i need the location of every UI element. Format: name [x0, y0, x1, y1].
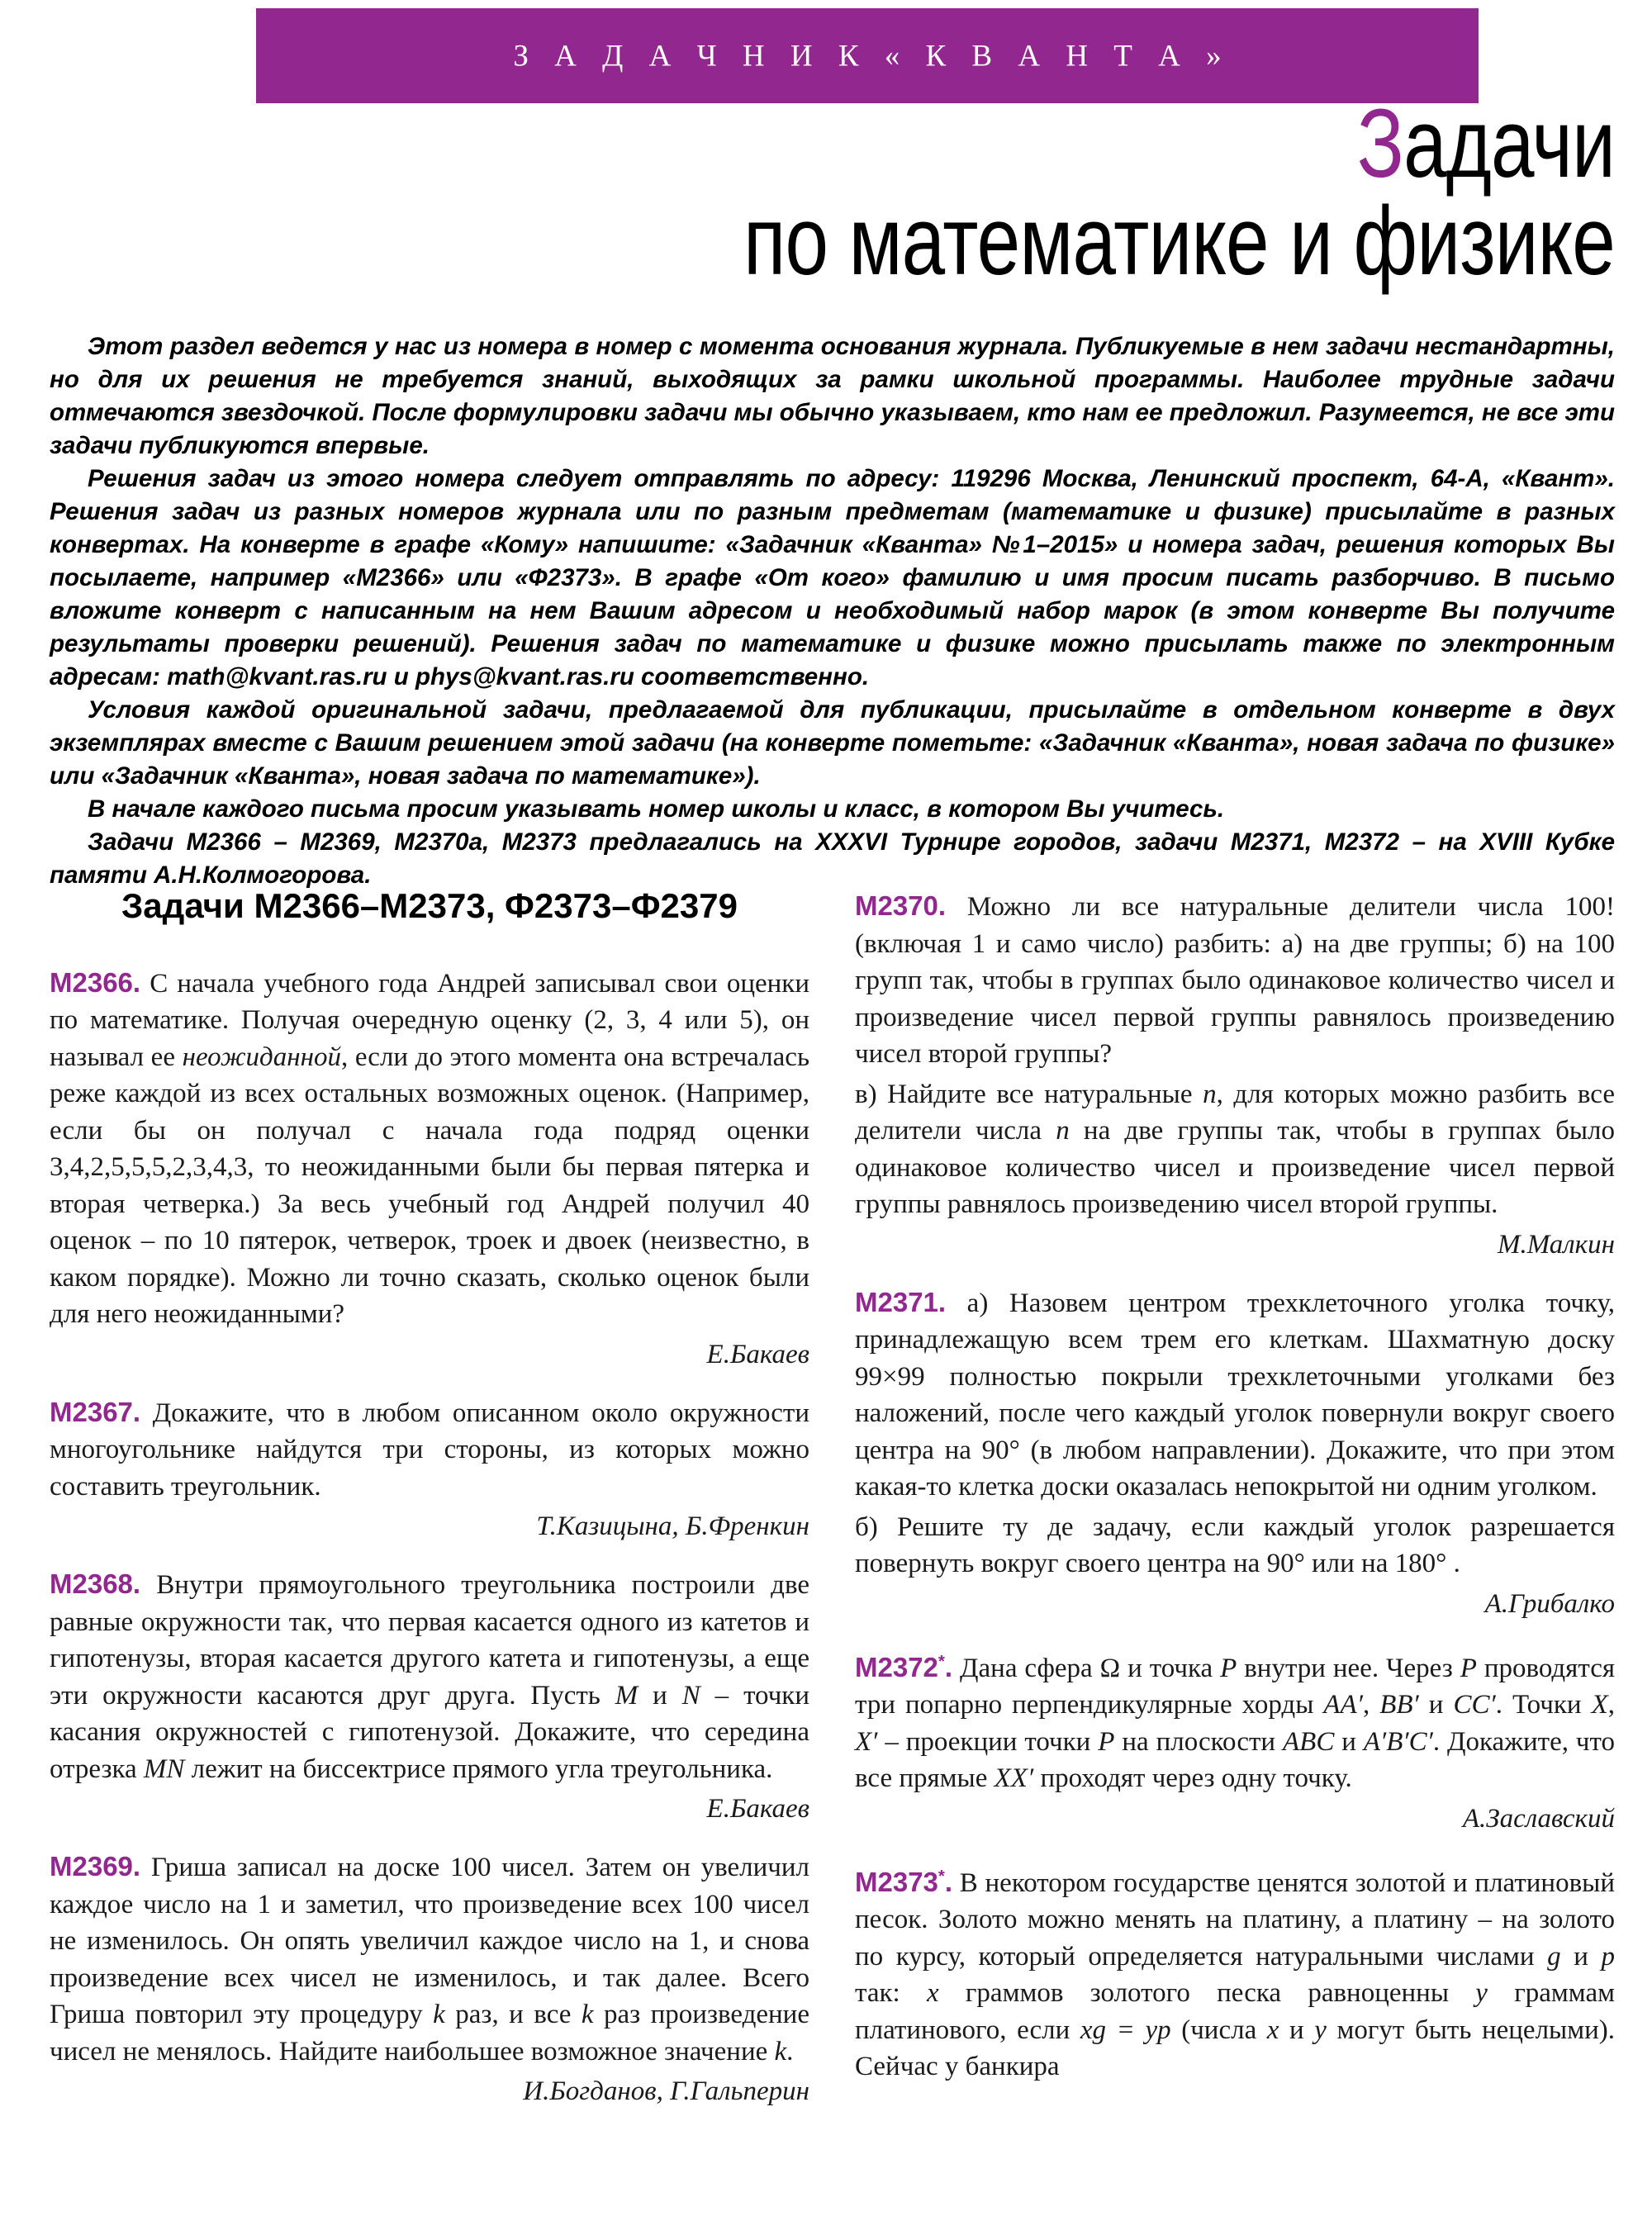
problem-m2368 [50, 1566, 809, 1787]
problem-text: на плоскости [1114, 1726, 1284, 1757]
problem-text: Докажите, что в любом описанном около окружности многоугольнике найдутся три стороны, из которых можно составить треугольник. [50, 1397, 809, 1502]
problem-text: а) Назовем центром трехклеточного уголка точку, принадлежащую всем трем его клеткам. Шахматную доску [855, 1288, 1616, 1355]
problem-text: полностью покрыли трехклеточными уголками без наложений, после чего каждый уголок повернули вокруг своего центра на 90° (в любом направлении). Докажите, что при этом какая-то клетка доски оказалась непокрытой ни одним уголком. [855, 1361, 1615, 1502]
math-var: p [1601, 1941, 1615, 1972]
math-var: k [774, 2036, 787, 2067]
problem-text: . Точки [1495, 1690, 1592, 1720]
problem-text: – проекции точки [877, 1726, 1099, 1757]
problem-author-m2371: А.Грибалко [1484, 1588, 1615, 1619]
problem-m2370 [855, 888, 1615, 1073]
title-line-2: по математике и физике [743, 187, 1615, 297]
math-var: x [926, 1978, 939, 2008]
problem-m2366 [50, 965, 809, 1333]
problem-author-m2370: М.Малкин [1498, 1229, 1615, 1260]
problem-text: и точка [1120, 1653, 1221, 1683]
problem-text: б) Решите ту де задачу, если каждый уголок разрешается повернуть вокруг своего центра на 90° или на 180° . [855, 1511, 1615, 1578]
problem-text: могут быть нецелыми). Сейчас у банкира [855, 2014, 1615, 2081]
problem-m2369 [50, 1848, 809, 2070]
problem-author-m2368: Е.Бакаев [706, 1794, 809, 1824]
problem-m2373 [855, 1858, 1615, 2086]
math-var: x [1266, 2014, 1279, 2045]
problem-m2372 [855, 1644, 1615, 1797]
problem-author-m2366: Е.Бакаев [706, 1339, 809, 1369]
problem-text: и [1418, 1690, 1454, 1720]
problem-text: , если до этого момента она встречалась реже каждой из всех остальных возможных оценок. (Например, если бы он получал с начала года подряд оценки 3,4,2,5,5,5,2,3,4,3, то неожиданными были бы первая пятерка и вторая четверка.) За весь учебный год Андрей получил 40 оценок – по 10 пятерок, четверок, троек и двоек (неизвестно, в каком порядке). Можно ли точно сказать, сколько оценок были для него неожиданными? [50, 1042, 809, 1329]
math-var: BB′ [1379, 1690, 1419, 1720]
intro-paragraph-5: Задачи М2366 – М2369, М2370а, М2373 предлагались на XXXVI Турнире городов, задачи М2371, М2372 – на XVIII Кубке памяти А.Н.Колмогорова. [50, 828, 1615, 889]
math-var: XX′ [994, 1763, 1034, 1793]
math-var: P [1098, 1726, 1115, 1757]
problem-text: Внутри прямоугольного треугольника построили две равные окружности так, что первая касается одного из катетов и гипотенузы, вторая касается другого катета и гипотенузы, а еще эти окружности касаются друг друга. Пусть [50, 1570, 809, 1711]
problem-number-text: M2372 [855, 1651, 938, 1682]
math-var: A′B′C′ [1363, 1726, 1433, 1757]
math-var: ABC [1283, 1726, 1335, 1757]
problem-number-dot: . [944, 1651, 953, 1682]
problem-text: . Докажите, что все прямые [855, 1726, 1615, 1793]
problem-number-m2372 [855, 1652, 952, 1682]
problem-text: проходят через одну точку. [1033, 1763, 1352, 1793]
math-var: k [581, 2000, 594, 2029]
math-var: P [1460, 1653, 1477, 1683]
problem-text: внутри нее. Через [1237, 1653, 1460, 1683]
math-var: P [1220, 1653, 1237, 1683]
section-banner [256, 8, 1479, 103]
problem-number-m2368: M2368. [50, 1568, 141, 1599]
math-var: неожиданной [182, 1042, 341, 1072]
problem-m2370-part-v [855, 1076, 1615, 1223]
problem-m2371-part-b [855, 1509, 1615, 1583]
math-var: xg = yp [1080, 2014, 1171, 2045]
problem-text: в) Найдите все натуральные [855, 1079, 1203, 1109]
intro-paragraph-4: В начале каждого письма просим указывать номер школы и класс, в котором Вы учитесь. [88, 795, 1225, 823]
problem-text: на две группы так, чтобы в группах было одинаковое количество чисел и произведение чисел первой группы равнялось произведению чисел второй группы. [855, 1116, 1615, 1219]
difficulty-star-icon: * [938, 1651, 945, 1671]
spacer [855, 1622, 1615, 1644]
problem-text: так: [855, 1978, 927, 2008]
spacer [50, 1827, 809, 1848]
problems-column-left [50, 888, 809, 2109]
problem-text: и [638, 1680, 682, 1711]
problem-author-m2372: А.Заславский [1462, 1803, 1615, 1834]
problem-text: , [1607, 1690, 1615, 1720]
problem-text: – точки касания окружностей с гипотенузой. Докажите, что середина отрезка [50, 1680, 809, 1784]
math-var: g [1547, 1941, 1561, 1972]
intro-paragraph-3: Условия каждой оригинальной задачи, предлагаемой для публикации, присылайте в отдельном конверте в двух экземплярах вместе с Вашим решением этой задачи (на конверте пометьте: «Задачник «Кванта», новая задача по физике» или «Задачник «Кванта», новая задача по математике»). [50, 696, 1615, 790]
problems-column-right [855, 888, 1615, 2089]
problem-number-m2370: M2370. [855, 890, 947, 921]
problem-text: Дана сфера [960, 1653, 1100, 1683]
math-var: y [1314, 2014, 1327, 2045]
math-var: CC′ [1453, 1690, 1496, 1720]
math-var: X [1591, 1690, 1608, 1720]
title-line-1-rest: адачи [1403, 89, 1615, 198]
math-var: y [1475, 1978, 1488, 2008]
problem-text: и [1279, 2014, 1315, 2045]
spacer [50, 1545, 809, 1566]
problem-text: , [1362, 1690, 1380, 1720]
intro-paragraph-1: Этот раздел ведется у нас из номера в номер с момента основания журнала. Публикуемые в нем задачи нестандартны, но для их решения не требуется знаний, выходящих за рамки школьной программы. Наиболее трудные задачи отмечаются звездочкой. После формулировки задачи мы обычно указываем, кто нам ее предложил. Разумеется, не все эти задачи публикуются впервые. [50, 333, 1615, 459]
problem-text: С начала учебного года Андрей записывал свои оценки по математике. Получая очередную оценку (2, 3, 4 или 5), он называл ее [50, 968, 810, 1072]
title-initial-letter: З [1356, 89, 1404, 198]
banner-label: З А Д А Ч Н И К « К В А Н Т А » [513, 39, 1231, 73]
problem-text: раз, и все [444, 2000, 582, 2029]
page-title [50, 89, 1615, 297]
problem-author-m2369: И.Богданов, Г.Гальперин [523, 2076, 809, 2106]
problem-text: раз произведение чисел не менялось. Найдите наибольшее возможное значение [50, 2000, 809, 2067]
math-var: AA′ [1323, 1690, 1363, 1720]
spacer [50, 1373, 809, 1394]
math-var: N [681, 1680, 700, 1711]
problem-text: (числа [1170, 2014, 1267, 2045]
problem-number-m2371: M2371. [855, 1286, 947, 1317]
problem-text: лежит на биссектрисе прямого угла треугольника. [184, 1753, 773, 1784]
problem-number-m2367: M2367. [50, 1396, 141, 1427]
intro-paragraph-2: Решения задач из этого номера следует отправлять по адресу: 119296 Москва, Ленинский проспект, 64-А, «Квант». Решения задач из разных номеров журнала или по разным предметам (математике и физике) присылайте в разных конвертах. На конверте в графе «Кому» напишите: «Задачник «Кванта» №1–2015» и номера задач, решения которых Вы посылаете, например «М2366» или «Ф2373». В графе «От кого» фамилию и имя просим писать разборчиво. В письмо вложите конверт с написанным на нем Вашим адресом и необходимый набор марок (в этом конверте Вы получите результаты проверки решений). Решения задач по математике и физике можно присылать также по электронным адресам: math@kvant.ras.ru и phys@kvant.ras.ru соответственно. [50, 465, 1615, 690]
math-var: n [1056, 1116, 1070, 1146]
problem-number-dot: . [944, 1866, 953, 1897]
problem-number-m2366: M2366. [50, 966, 141, 998]
problem-text: , для которых можно разбить все делители числа [855, 1079, 1615, 1146]
problem-text: Можно ли все натуральные делители числа 100! (включая 1 и само число) разбить: а) на две группы; б) на 100 групп так, чтобы в группах было одинаковое количество чисел и произведение чисел первой группы равнялось произведению чисел второй группы? [855, 892, 1615, 1069]
problem-text: проводятся три попарно перпендикулярные хорды [855, 1653, 1616, 1720]
math-var: M [615, 1680, 638, 1711]
spacer [855, 1263, 1615, 1284]
math-var: k [433, 2000, 445, 2029]
problem-text: граммам платинового, если [855, 1978, 1615, 2045]
problem-text: граммов золотого песка равноценны [938, 1978, 1476, 2008]
math-symbol-omega: Ω [1099, 1653, 1121, 1683]
problem-text: Гриша записал на доске 100 чисел. Затем он увеличил каждое число на 1 и заметил, что произведение всех 100 чисел не изменилось. Он опять увеличил каждое число на 1, и снова произведение всех чисел не изменилось, и так далее. Всего Гриша повторил эту процедуру [50, 1853, 809, 2029]
intro-block [50, 330, 1615, 892]
problem-number-text: M2373 [855, 1866, 938, 1897]
math-var: n [1203, 1079, 1217, 1109]
problem-author-m2367: Т.Казицына, Б.Френкин [536, 1511, 809, 1541]
problem-m2367 [50, 1394, 809, 1506]
section-heading: Задачи М2366–М2373, Ф2373–Ф2379 [121, 886, 738, 925]
math-var: MN [143, 1753, 185, 1784]
spacer [855, 1837, 1615, 1858]
math-expression: 99×99 [855, 1361, 925, 1392]
math-var: X′ [855, 1726, 878, 1757]
problem-number-m2369: M2369. [50, 1851, 141, 1881]
problem-text: . [786, 2036, 794, 2067]
problem-text: и [1334, 1726, 1364, 1757]
difficulty-star-icon: * [938, 1866, 945, 1886]
problem-text: и [1560, 1941, 1602, 1972]
problem-text: В некотором государстве ценятся золотой и платиновый песок. Золото можно менять на платину, а платину – на золото по курсу, который определяется натуральными числами [855, 1867, 1615, 1972]
problem-m2371 [855, 1284, 1615, 1506]
problem-number-m2373 [855, 1867, 952, 1897]
title-line-1 [363, 89, 1615, 198]
